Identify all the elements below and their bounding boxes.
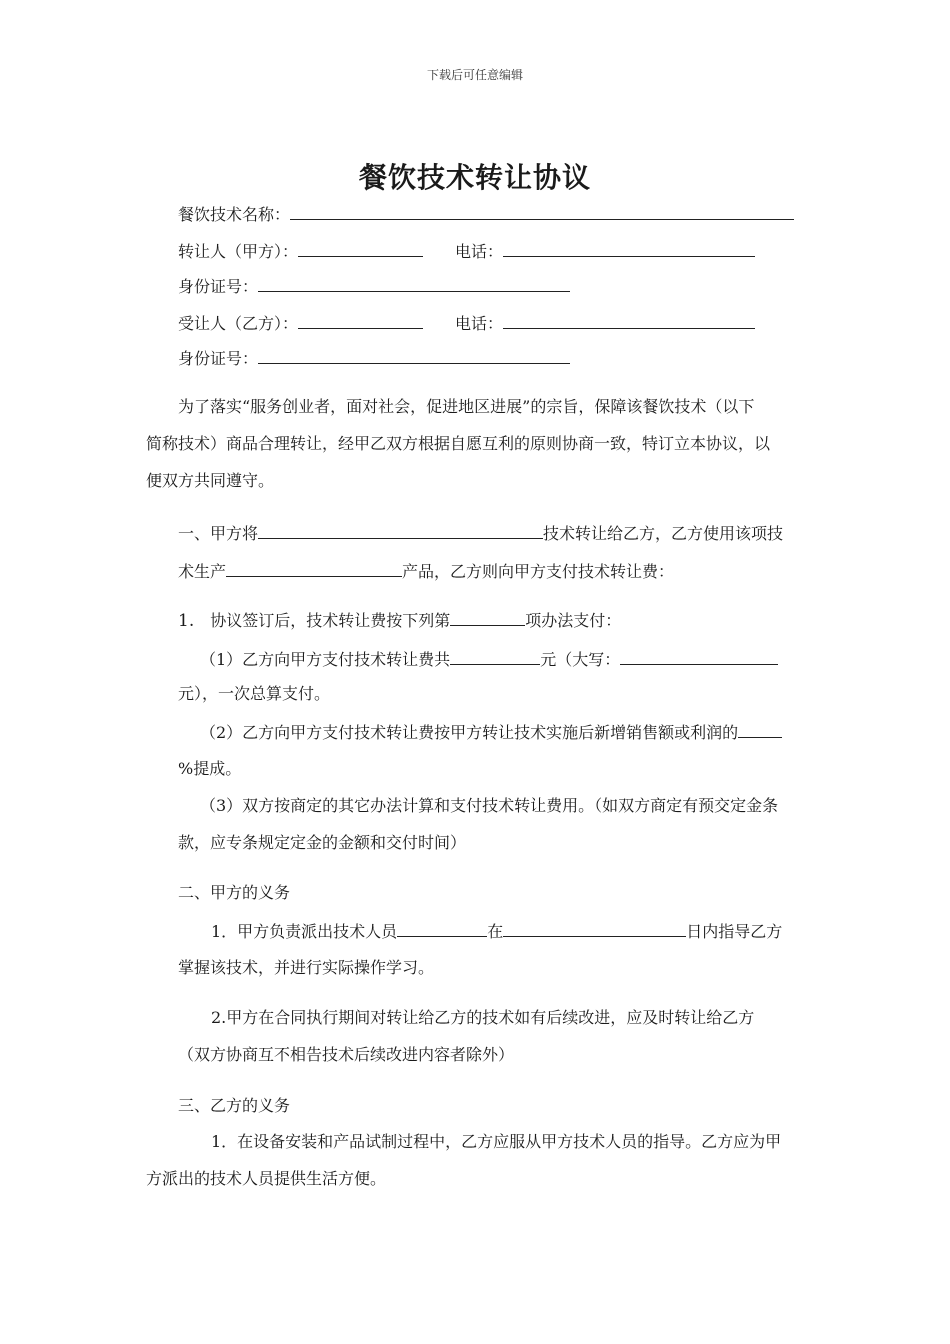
id-b-blank[interactable]: [258, 347, 570, 364]
section-2-heading: 二、甲方的义务: [178, 883, 291, 902]
id-a-blank[interactable]: [258, 275, 570, 292]
option-3-line-2: 款，应专条规定定金的金额和交付时间）: [178, 833, 467, 852]
page-header: 下载后可任意编辑: [426, 68, 523, 82]
tech-name-blank[interactable]: [290, 203, 794, 220]
field-id-b: 身份证号：: [178, 347, 570, 369]
field-tech-name: 餐饮技术名称：: [178, 203, 794, 225]
section-2-item-2-line-1: 2.甲方在合同执行期间对转让给乙方的技术如有后续改进，应及时转让给乙方: [211, 1008, 755, 1027]
tech-staff-blank[interactable]: [397, 920, 487, 937]
clause-1-line-2: 术生产 产品，乙方则向甲方支付技术转让费：: [178, 562, 675, 581]
payment-option-blank[interactable]: [450, 609, 525, 626]
section-2-item-1-line-2: 掌握该技术，并进行实际操作学习。: [178, 958, 435, 977]
option-1-capital-blank[interactable]: [620, 648, 778, 665]
option-1-line-2: 元），一次总算支付。: [178, 684, 331, 703]
transferor-blank[interactable]: [298, 240, 423, 257]
section-3-item-1-line-1: 1．在设备安装和产品试制过程中，乙方应服从甲方技术人员的指导。乙方应为甲: [211, 1132, 782, 1151]
intro-line-2: 简称技术）商品合理转让，经甲乙双方根据自愿互利的原则协商一致，特订立本协议，以: [146, 434, 771, 453]
section-3-item-1-line-2: 方派出的技术人员提供生活方便。: [146, 1169, 387, 1188]
clause-1-line-1: 一、甲方将 技术转让给乙方，乙方使用该项技: [178, 524, 784, 543]
field-id-a: 身份证号：: [178, 275, 570, 297]
option-2-percent-blank[interactable]: [738, 721, 782, 738]
option-2-line-1: （2）乙方向甲方支付技术转让费按甲方转让技术实施后新增销售额或利润的: [200, 721, 782, 743]
intro-line-1: 为了落实“服务创业者，面对社会，促进地区进展”的宗旨，保障该餐饮技术（以下: [178, 397, 755, 416]
field-transferor: 转让人（甲方）：: [178, 240, 423, 262]
phone-b-blank[interactable]: [503, 312, 755, 329]
document-title: 餐饮技术转让协议: [358, 161, 591, 194]
field-phone-b: 电话：: [455, 312, 755, 334]
transferee-blank[interactable]: [298, 312, 423, 329]
section-2-item-1-line-1: 1．甲方负责派出技术人员 在 日内指导乙方: [211, 922, 783, 941]
intro-line-3: 便双方共同遵守。: [146, 471, 275, 490]
payment-clause: 1. 协议签订后，技术转让费按下列第 项办法支付：: [178, 611, 622, 631]
section-2-item-2-line-2: （双方协商互不相告技术后续改进内容者除外）: [178, 1045, 515, 1064]
field-transferee: 受让人（乙方）：: [178, 312, 423, 334]
clause-1-tech-blank[interactable]: [258, 522, 543, 539]
option-1-line-1: （1）乙方向甲方支付技术转让费共 元（大写：: [200, 648, 778, 670]
phone-a-blank[interactable]: [503, 240, 755, 257]
option-3-line-1: （3）双方按商定的其它办法计算和支付技术转让费用。（如双方商定有预交定金条: [200, 796, 779, 815]
days-blank[interactable]: [503, 920, 686, 937]
field-phone-a: 电话：: [455, 240, 755, 262]
clause-1-product-blank[interactable]: [226, 560, 402, 577]
section-3-heading: 三、乙方的义务: [178, 1096, 291, 1115]
option-2-line-2: %提成。: [178, 759, 242, 778]
option-1-amount-blank[interactable]: [450, 648, 540, 665]
